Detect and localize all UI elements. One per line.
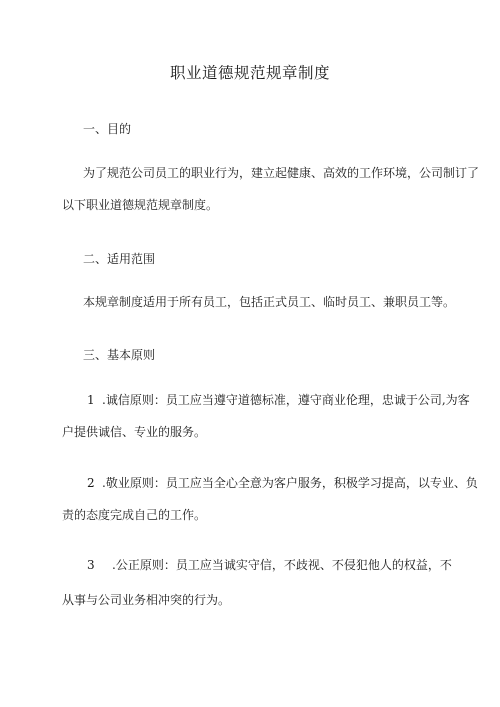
document-title: 职业道德规范规章制度 [169,64,330,82]
principle-3-line-1: .公正原则：员工应当诚实守信，不歧视、不侵犯他人的权益，不 [112,558,452,572]
principle-2-line-1: .敬业原则：员工应当全心全意为客户服务，积极学习提高，以专业、负 [102,476,478,490]
section-heading-purpose: 一、目的 [83,122,132,136]
principle-1-line-2: 户提供诚信、专业的服务。 [62,425,207,439]
purpose-paragraph-line-2: 以下职业道德规范规章制度。 [62,198,219,212]
principle-1-number: 1 [87,393,95,407]
section-heading-scope: 二、适用范围 [83,252,156,266]
principle-2-line-2: 责的态度完成自己的工作。 [62,508,207,522]
purpose-paragraph-line-1: 为了规范公司员工的职业行为，建立起健康、高效的工作环境，公司制订了 [83,166,480,180]
scope-paragraph-line-1: 本规章制度适用于所有员工，包括正式员工、临时员工、兼职员工等。 [83,295,456,309]
principle-2-number: 2 [87,476,95,490]
section-heading-principles: 三、基本原则 [83,348,156,362]
principle-3-line-2: 从事与公司业务相冲突的行为。 [62,593,231,607]
principle-1-line-1: .诚信原则：员工应当遵守道德标准，遵守商业伦理，忠诚于公司,为客 [102,393,470,407]
principle-3-number: 3 [87,558,95,572]
